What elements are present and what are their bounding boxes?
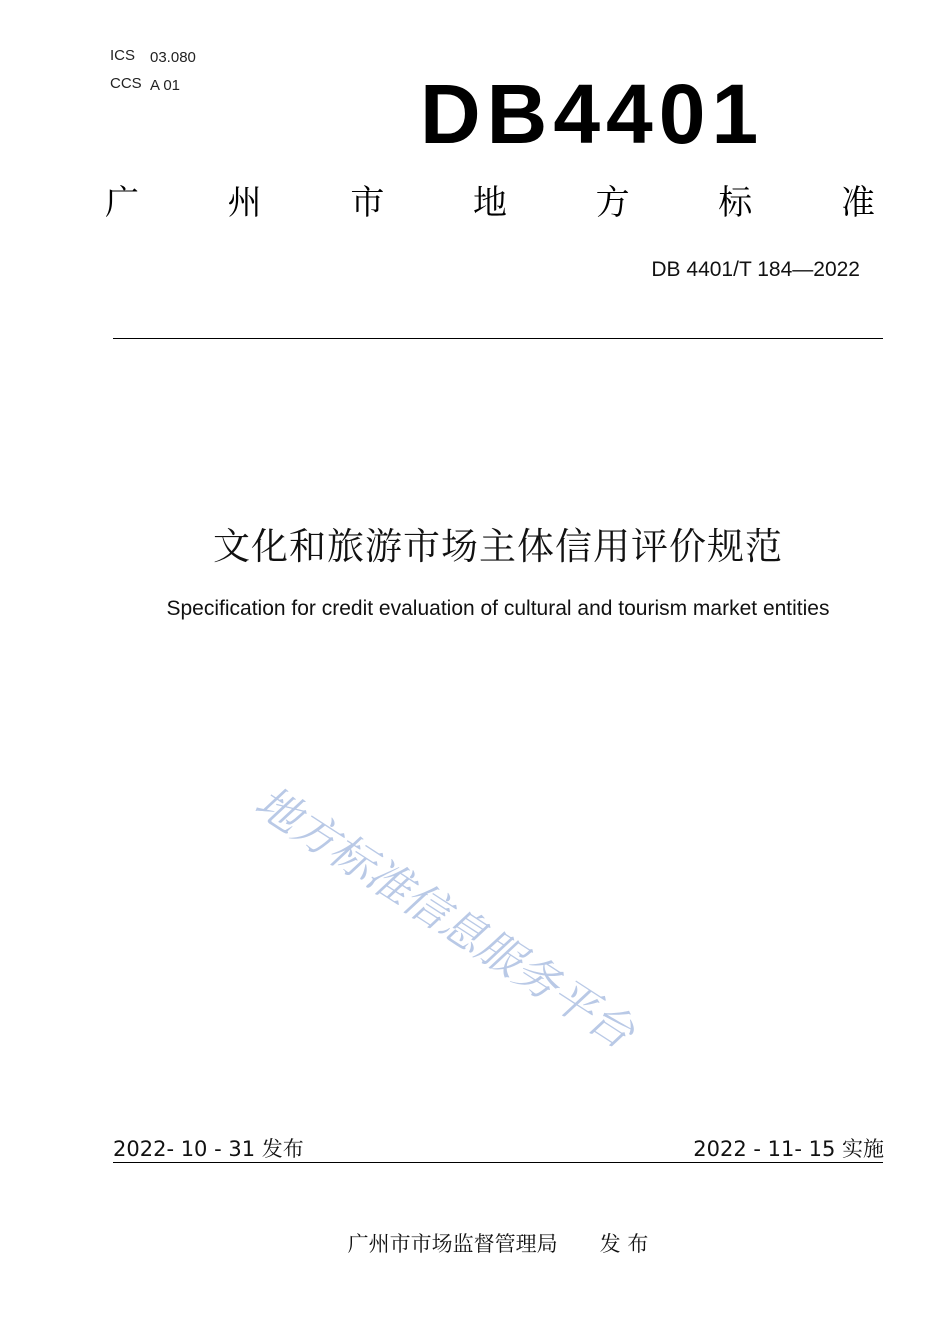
standard-code: DB4401 bbox=[420, 67, 765, 161]
standard-type-char: 地 bbox=[472, 183, 507, 223]
standard-type-char: 方 bbox=[595, 183, 630, 223]
standard-type-char: 准 bbox=[840, 183, 875, 223]
standard-type-char: 广 bbox=[105, 183, 139, 223]
document-title-chinese: 文化和旅游市场主体信用评价规范 bbox=[213, 525, 783, 568]
ics-value: 03.080 bbox=[150, 49, 196, 66]
implementation-date: 2022 - 11- 15 实施 bbox=[693, 1137, 884, 1161]
publisher: 广州市市场监督管理局 发 布 bbox=[347, 1232, 649, 1256]
watermark-text: 地方标准信息服务平台 bbox=[246, 776, 643, 1059]
watermark bbox=[240, 770, 800, 1130]
release-date: 2022- 10 - 31 发布 bbox=[113, 1137, 304, 1161]
date-divider bbox=[113, 1162, 883, 1163]
ics-label: ICS bbox=[110, 47, 136, 64]
ccs-value: A 01 bbox=[150, 77, 181, 94]
ccs-label: CCS bbox=[110, 75, 142, 92]
standard-type-char: 标 bbox=[718, 183, 753, 223]
standard-type bbox=[105, 183, 875, 223]
standard-type-char: 市 bbox=[350, 183, 385, 223]
header-divider bbox=[113, 338, 883, 339]
standard-number: DB 4401/T 184—2022 bbox=[651, 258, 860, 281]
standard-type-char: 州 bbox=[227, 183, 262, 223]
document-title-english: Specification for credit evaluation of cultural and tourism market entities bbox=[166, 597, 830, 620]
